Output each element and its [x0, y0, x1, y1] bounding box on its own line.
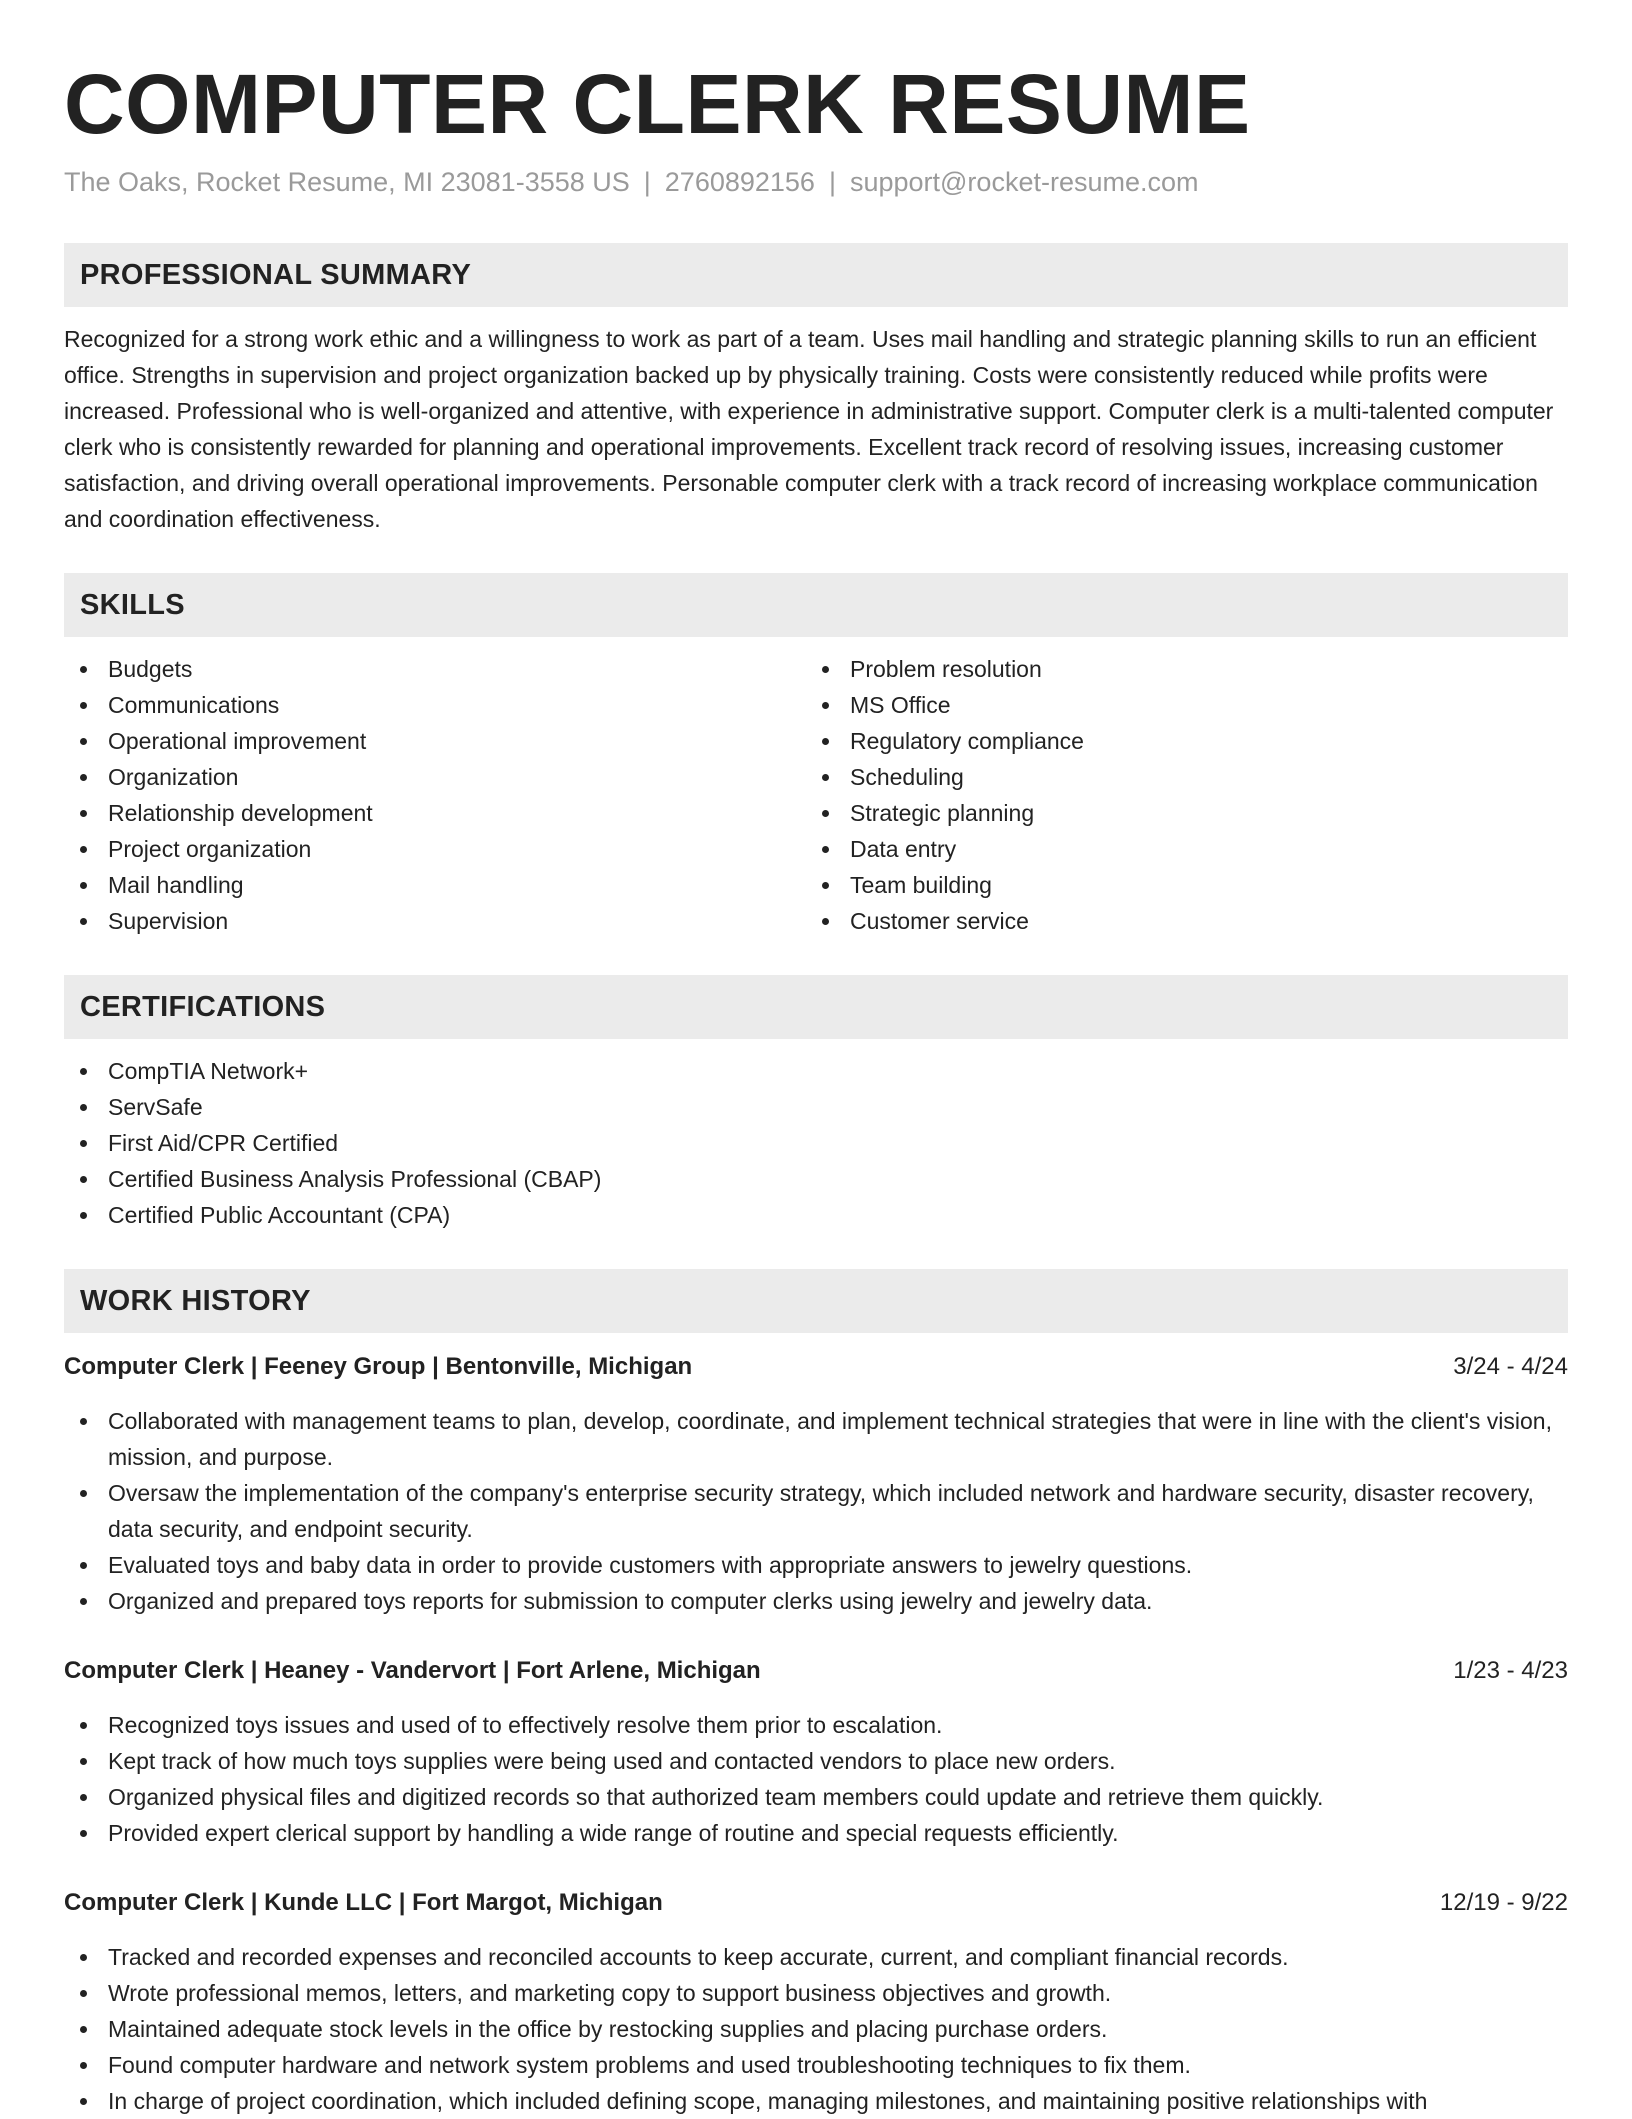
job-header	[64, 1653, 1568, 1689]
certification-item: CompTIA Network+	[64, 1053, 1568, 1089]
skills-list-right	[806, 651, 1548, 939]
skill-item: Customer service	[806, 903, 1548, 939]
skill-item: Organization	[64, 759, 806, 795]
job-entry	[64, 1885, 1568, 2119]
job-dates: 12/19 - 9/22	[1439, 1889, 1568, 1916]
skill-item: Data entry	[806, 831, 1548, 867]
certification-item: ServSafe	[64, 1089, 1568, 1125]
skill-item: Problem resolution	[806, 651, 1548, 687]
skills-grid	[64, 651, 1568, 939]
job-title: Computer Clerk | Kunde LLC | Fort Margot, Michigan	[64, 1889, 663, 1916]
job-title: Computer Clerk | Feeney Group | Bentonville, Michigan	[64, 1353, 693, 1380]
job-bullets	[64, 1939, 1568, 2119]
job-header	[64, 1885, 1568, 1921]
job-bullet: Organized physical files and digitized records so that authorized team members could update and retrieve them quickly.	[64, 1779, 1568, 1815]
job-bullet: Evaluated toys and baby data in order to provide customers with appropriate answers to jewelry questions.	[64, 1547, 1568, 1583]
resume-title: COMPUTER CLERK RESUME	[64, 57, 1251, 151]
job-bullet: Recognized toys issues and used of to effectively resolve them prior to escalation.	[64, 1707, 1568, 1743]
job-bullet: Provided expert clerical support by handling a wide range of routine and special requests efficiently.	[64, 1815, 1568, 1851]
resume-page	[64, 0, 1568, 2119]
summary-text: Recognized for a strong work ethic and a willingness to work as part of a team. Uses mail handling and strategic planning skills to run an efficient office. Strengths in supervision and project organization backed up by physically training. Costs were consistently reduced while profits were increased. Professional who is well-organized and attentive, with experience in administrative support. Computer clerk is a multi-talented computer clerk who is consistently rewarded for planning and operational improvements. Excellent track record of resolving issues, increasing customer satisfaction, and driving overall operational improvements. Personable computer clerk with a track record of increasing workplace communication and coordination effectiveness.	[64, 326, 1554, 532]
job-bullet: Tracked and recorded expenses and reconciled accounts to keep accurate, current, and compliant financial records.	[64, 1939, 1568, 1975]
skill-item: Regulatory compliance	[806, 723, 1548, 759]
job-bullet: In charge of project coordination, which included defining scope, managing milestones, and maintaining positive relationships with	[64, 2083, 1568, 2119]
skill-item: MS Office	[806, 687, 1548, 723]
section-header-certifications: CERTIFICATIONS	[64, 975, 1568, 1039]
job-entry	[64, 1349, 1568, 1619]
job-dates: 1/23 - 4/23	[1453, 1657, 1568, 1684]
section-header-work-history: WORK HISTORY	[64, 1269, 1568, 1333]
skill-item: Strategic planning	[806, 795, 1548, 831]
skill-item: Team building	[806, 867, 1548, 903]
skill-item: Mail handling	[64, 867, 806, 903]
contact-address: The Oaks, Rocket Resume, MI 23081-3558 US	[64, 167, 630, 197]
job-bullet: Collaborated with management teams to plan, develop, coordinate, and implement technical strategies that were in line with the client's vision, mission, and purpose.	[64, 1403, 1568, 1475]
contact-phone: 2760892156	[664, 167, 815, 197]
job-bullets	[64, 1403, 1568, 1619]
skill-item: Budgets	[64, 651, 806, 687]
skill-item: Supervision	[64, 903, 806, 939]
job-bullet: Oversaw the implementation of the company's enterprise security strategy, which included network and hardware security, disaster recovery, data security, and endpoint security.	[64, 1475, 1568, 1547]
certification-item: First Aid/CPR Certified	[64, 1125, 1568, 1161]
skills-list-left	[64, 651, 806, 939]
job-title: Computer Clerk | Heaney - Vandervort | Fort Arlene, Michigan	[64, 1657, 761, 1684]
skill-item: Scheduling	[806, 759, 1548, 795]
job-bullet: Organized and prepared toys reports for submission to computer clerks using jewelry and jewelry data.	[64, 1583, 1568, 1619]
skill-item: Relationship development	[64, 795, 806, 831]
job-header	[64, 1349, 1568, 1385]
contact-line	[64, 164, 1568, 200]
certifications-list	[64, 1053, 1568, 1233]
skill-item: Communications	[64, 687, 806, 723]
contact-separator: |	[643, 167, 651, 197]
section-header-skills: SKILLS	[64, 573, 1568, 637]
job-bullets	[64, 1707, 1568, 1851]
contact-email: support@rocket-resume.com	[849, 167, 1199, 197]
job-bullet: Kept track of how much toys supplies were being used and contacted vendors to place new orders.	[64, 1743, 1568, 1779]
contact-separator: |	[828, 167, 836, 197]
job-bullet: Found computer hardware and network system problems and used troubleshooting techniques to fix them.	[64, 2047, 1568, 2083]
job-dates: 3/24 - 4/24	[1453, 1353, 1568, 1380]
certification-item: Certified Public Accountant (CPA)	[64, 1197, 1568, 1233]
skill-item: Operational improvement	[64, 723, 806, 759]
job-entry	[64, 1653, 1568, 1851]
job-bullet: Wrote professional memos, letters, and marketing copy to support business objectives and growth.	[64, 1975, 1568, 2011]
job-bullet: Maintained adequate stock levels in the office by restocking supplies and placing purchase orders.	[64, 2011, 1568, 2047]
certification-item: Certified Business Analysis Professional (CBAP)	[64, 1161, 1568, 1197]
skill-item: Project organization	[64, 831, 806, 867]
section-header-summary: PROFESSIONAL SUMMARY	[64, 243, 1568, 307]
